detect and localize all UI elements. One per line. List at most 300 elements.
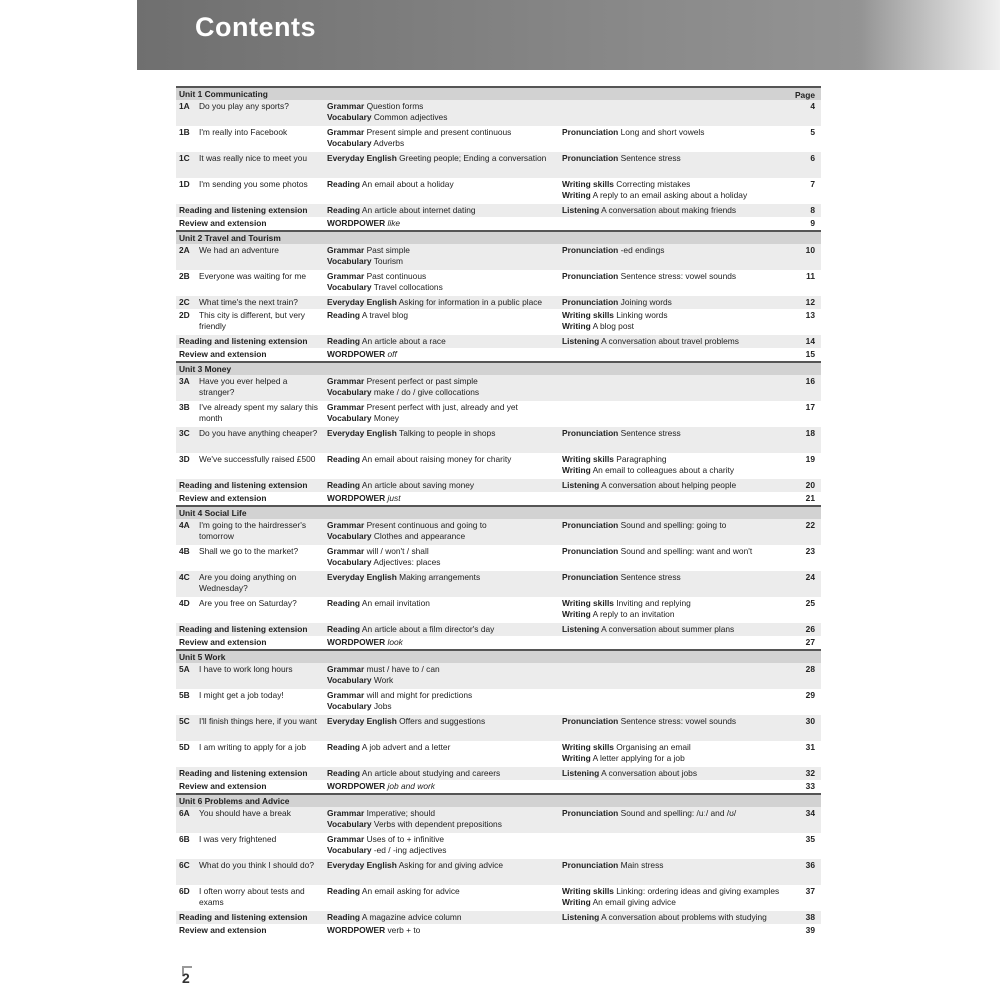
lesson-title: What time's the next train?: [199, 297, 298, 307]
page-number-cell[interactable]: 34: [805, 808, 815, 818]
page-number-cell[interactable]: 4: [810, 101, 815, 111]
topic-text: An article about saving money: [361, 480, 475, 490]
page-number-cell[interactable]: 5: [810, 127, 815, 137]
topic-text: look: [387, 637, 403, 647]
lesson-row[interactable]: [176, 807, 821, 833]
topic-label: Pronunciation: [562, 271, 619, 281]
topic-line: [327, 781, 560, 792]
topic-label: WORDPOWER: [327, 349, 386, 359]
topic-label: Grammar: [327, 376, 365, 386]
lesson-row[interactable]: [176, 401, 821, 427]
language-cell: [327, 912, 560, 923]
page-number-cell[interactable]: 31: [805, 742, 815, 752]
language-cell: [327, 218, 560, 229]
topic-text: Asking for information in a public place: [398, 297, 543, 307]
page-number-cell[interactable]: 16: [805, 376, 815, 386]
skills-cell: [562, 336, 790, 347]
topic-line: [327, 336, 560, 347]
topic-line: [327, 310, 560, 321]
skills-cell: [562, 454, 790, 476]
topic-label: Grammar: [327, 402, 365, 412]
page-number-cell[interactable]: 26: [805, 624, 815, 634]
page-number-cell[interactable]: 39: [805, 925, 815, 935]
lesson-code: 3B: [179, 402, 190, 412]
lesson-cell: [179, 768, 327, 779]
topic-label: Vocabulary: [327, 557, 372, 567]
language-cell: [327, 808, 560, 830]
lesson-row[interactable]: [176, 833, 821, 859]
topic-line: [327, 531, 560, 542]
topic-label: Vocabulary: [327, 413, 372, 423]
lesson-row[interactable]: [176, 453, 821, 479]
topic-text: like: [387, 218, 401, 228]
lesson-code: 2C: [179, 297, 190, 307]
topic-label: Listening: [562, 624, 600, 634]
lesson-cell: [179, 860, 327, 871]
page-number-cell[interactable]: 10: [805, 245, 815, 255]
topic-label: Pronunciation: [562, 572, 619, 582]
lesson-cell: [179, 742, 327, 753]
topic-label: Reading: [327, 454, 361, 464]
extension-row[interactable]: [176, 479, 821, 492]
lesson-cell: [179, 546, 327, 557]
language-cell: [327, 153, 560, 164]
skills-cell: [562, 808, 790, 819]
topic-label: Pronunciation: [562, 546, 619, 556]
topic-text: A conversation about jobs: [601, 768, 698, 778]
topic-label: Reading: [327, 886, 361, 896]
topic-text: Work: [373, 675, 394, 685]
topic-label: Reading: [327, 480, 361, 490]
lesson-row[interactable]: [176, 100, 821, 126]
lesson-cell: [179, 245, 327, 256]
topic-text: Adjectives: places: [373, 557, 441, 567]
topic-label: Pronunciation: [562, 860, 619, 870]
topic-label: Vocabulary: [327, 387, 372, 397]
topic-line: [327, 925, 560, 936]
lesson-row[interactable]: [176, 741, 821, 767]
topic-label: Reading: [327, 912, 361, 922]
topic-label: Vocabulary: [327, 819, 372, 829]
topic-text: Common adjectives: [373, 112, 448, 122]
topic-label: Listening: [562, 768, 600, 778]
topic-text: Inviting and replying: [616, 598, 691, 608]
lesson-row[interactable]: [176, 715, 821, 741]
page-number-cell[interactable]: 6: [810, 153, 815, 163]
lesson-title: I'm sending you some photos: [199, 179, 308, 189]
lesson-row[interactable]: [176, 126, 821, 152]
topic-label: Pronunciation: [562, 245, 619, 255]
lesson-row[interactable]: [176, 152, 821, 178]
topic-line: [327, 349, 560, 360]
topic-text: Adverbs: [373, 138, 405, 148]
page-number-cell[interactable]: 35: [805, 834, 815, 844]
language-cell: [327, 624, 560, 635]
topic-label: Writing: [562, 321, 591, 331]
lesson-cell: [179, 218, 327, 229]
language-cell: [327, 546, 560, 568]
topic-label: Pronunciation: [562, 716, 619, 726]
skills-cell: [562, 179, 790, 201]
page-number-cell[interactable]: 14: [805, 336, 815, 346]
language-cell: [327, 179, 560, 190]
topic-label: Everyday English: [327, 428, 397, 438]
lesson-row[interactable]: [176, 545, 821, 571]
topic-text: Past continuous: [366, 271, 427, 281]
page-number-cell[interactable]: 8: [810, 205, 815, 215]
lesson-row[interactable]: [176, 571, 821, 597]
topic-line: [562, 572, 790, 583]
topic-label: WORDPOWER: [327, 925, 386, 935]
topic-text: A reply to an email asking about a holiday: [592, 190, 748, 200]
lesson-title: I often worry about tests and exams: [199, 886, 305, 907]
extension-label: Review and extension: [179, 218, 267, 228]
page-number-cell[interactable]: 38: [805, 912, 815, 922]
page-number-cell[interactable]: 33: [805, 781, 815, 791]
topic-label: Grammar: [327, 546, 365, 556]
topic-line: [562, 321, 790, 332]
lesson-cell: [179, 834, 327, 845]
topic-line: [327, 138, 560, 149]
language-cell: [327, 336, 560, 347]
topic-text: Present simple and present continuous: [366, 127, 512, 137]
extension-row[interactable]: [176, 780, 821, 793]
topic-text: A magazine advice column: [361, 912, 462, 922]
lesson-row[interactable]: [176, 663, 821, 689]
topic-label: Pronunciation: [562, 520, 619, 530]
topic-line: [327, 520, 560, 531]
topic-line: [327, 205, 560, 216]
lesson-row[interactable]: [176, 859, 821, 885]
topic-label: Grammar: [327, 808, 365, 818]
topic-text: A conversation about summer plans: [601, 624, 735, 634]
topic-line: [327, 637, 560, 648]
page-number-cell[interactable]: 27: [805, 637, 815, 647]
lesson-row[interactable]: [176, 296, 821, 309]
skills-cell: [562, 153, 790, 164]
skills-cell: [562, 205, 790, 216]
page-number-cell[interactable]: 36: [805, 860, 815, 870]
lesson-row[interactable]: [176, 689, 821, 715]
topic-line: [562, 520, 790, 531]
skills-cell: [562, 428, 790, 439]
lesson-cell: [179, 480, 327, 491]
lesson-title: We had an adventure: [199, 245, 279, 255]
lesson-cell: [179, 598, 327, 609]
language-cell: [327, 297, 560, 308]
topic-label: Writing: [562, 190, 591, 200]
page-number-cell[interactable]: 18: [805, 428, 815, 438]
page-number-cell[interactable]: 17: [805, 402, 815, 412]
topic-text: Organising an email: [616, 742, 691, 752]
extension-row[interactable]: [176, 204, 821, 217]
language-cell: [327, 480, 560, 491]
lesson-row[interactable]: [176, 427, 821, 453]
topic-line: [327, 546, 560, 557]
lesson-code: 4B: [179, 546, 190, 556]
language-cell: [327, 768, 560, 779]
lesson-code: 6D: [179, 886, 190, 896]
lesson-cell: [179, 912, 327, 923]
language-cell: [327, 402, 560, 424]
topic-line: [562, 245, 790, 256]
lesson-code: 1A: [179, 101, 190, 111]
topic-line: [562, 912, 790, 923]
lesson-title: What do you think I should do?: [199, 860, 314, 870]
page-number-cell[interactable]: 28: [805, 664, 815, 674]
topic-label: Vocabulary: [327, 112, 372, 122]
language-cell: [327, 245, 560, 267]
topic-label: Writing skills: [562, 179, 614, 189]
topic-text: Present perfect or past simple: [366, 376, 478, 386]
lesson-title: Do you have anything cheaper?: [199, 428, 318, 438]
topic-line: [327, 297, 560, 308]
topic-label: Reading: [327, 768, 361, 778]
lesson-cell: [179, 520, 327, 542]
topic-label: Vocabulary: [327, 845, 372, 855]
topic-label: Grammar: [327, 245, 365, 255]
topic-label: Reading: [327, 336, 361, 346]
language-cell: [327, 428, 560, 439]
extension-row[interactable]: [176, 492, 821, 505]
topic-line: [327, 742, 560, 753]
extension-row[interactable]: [176, 924, 821, 937]
topic-line: [327, 834, 560, 845]
topic-label: WORDPOWER: [327, 493, 386, 503]
topic-text: just: [387, 493, 401, 503]
extension-label: Reading and listening extension: [179, 624, 308, 634]
lesson-row[interactable]: [176, 375, 821, 401]
topic-text: An email asking for advice: [361, 886, 460, 896]
topic-line: [562, 768, 790, 779]
topic-label: Grammar: [327, 834, 365, 844]
lesson-cell: [179, 205, 327, 216]
language-cell: [327, 886, 560, 897]
extension-row[interactable]: [176, 348, 821, 361]
language-cell: [327, 572, 560, 583]
lesson-row[interactable]: [176, 244, 821, 270]
lesson-title: Everyone was waiting for me: [199, 271, 307, 281]
extension-label: Review and extension: [179, 637, 267, 647]
topic-line: [562, 598, 790, 609]
topic-line: [327, 413, 560, 424]
topic-line: [327, 664, 560, 675]
topic-text: Sentence stress: [620, 428, 681, 438]
page-number-cell[interactable]: 11: [806, 271, 815, 281]
topic-label: Pronunciation: [562, 428, 619, 438]
extension-label: Reading and listening extension: [179, 768, 308, 778]
topic-text: A conversation about problems with studying: [601, 912, 767, 922]
topic-line: [562, 465, 790, 476]
topic-line: [327, 690, 560, 701]
topic-line: [327, 808, 560, 819]
topic-label: Writing skills: [562, 598, 614, 608]
lesson-row[interactable]: [176, 178, 821, 204]
page-number-cell[interactable]: 21: [805, 493, 815, 503]
extension-row[interactable]: [176, 623, 821, 636]
topic-label: Listening: [562, 480, 600, 490]
lesson-title: This city is different, but very friendly: [199, 310, 305, 331]
lesson-code: 3C: [179, 428, 190, 438]
topic-text: An article about a race: [361, 336, 446, 346]
lesson-code: 1C: [179, 153, 190, 163]
lesson-row[interactable]: [176, 270, 821, 296]
topic-label: WORDPOWER: [327, 637, 386, 647]
extension-row[interactable]: [176, 636, 821, 649]
topic-line: [327, 402, 560, 413]
language-cell: [327, 493, 560, 504]
page-number-cell[interactable]: 25: [805, 598, 815, 608]
lesson-cell: [179, 101, 327, 112]
topic-label: Reading: [327, 598, 361, 608]
topic-text: A conversation about travel problems: [601, 336, 739, 346]
page-number-cell[interactable]: 20: [805, 480, 815, 490]
topic-label: Pronunciation: [562, 153, 619, 163]
skills-cell: [562, 598, 790, 620]
topic-line: [327, 675, 560, 686]
extension-row[interactable]: [176, 767, 821, 780]
language-cell: [327, 716, 560, 727]
topic-text: Sound and spelling: going to: [620, 520, 727, 530]
topic-text: verb + to: [387, 925, 421, 935]
language-cell: [327, 520, 560, 542]
topic-line: [327, 845, 560, 856]
topic-text: An email invitation: [361, 598, 430, 608]
lesson-cell: [179, 716, 327, 727]
page-number-cell[interactable]: 22: [805, 520, 815, 530]
lesson-title: Have you ever helped a stranger?: [199, 376, 288, 397]
lesson-cell: [179, 808, 327, 819]
extension-label: Review and extension: [179, 781, 267, 791]
language-cell: [327, 834, 560, 856]
topic-text: Offers and suggestions: [399, 716, 486, 726]
lesson-row[interactable]: [176, 597, 821, 623]
unit-heading: [176, 793, 821, 807]
topic-text: Talking to people in shops: [399, 428, 496, 438]
lesson-cell: [179, 310, 327, 332]
unit-title: Unit 6 Problems and Advice: [179, 796, 290, 806]
lesson-title: I am writing to apply for a job: [199, 742, 307, 752]
language-cell: [327, 781, 560, 792]
topic-line: [327, 819, 560, 830]
lesson-code: 5B: [179, 690, 190, 700]
page-number-cell[interactable]: 37: [805, 886, 815, 896]
page-number-cell[interactable]: 12: [805, 297, 815, 307]
page-number-cell[interactable]: 15: [805, 349, 815, 359]
page-number-cell[interactable]: 32: [805, 768, 815, 778]
topic-text: Linking: ordering ideas and giving examples: [616, 886, 780, 896]
page-number: 2: [182, 970, 190, 986]
topic-text: must / have to / can: [366, 664, 440, 674]
topic-line: [562, 336, 790, 347]
topic-line: [562, 310, 790, 321]
page-number-cell[interactable]: 7: [810, 179, 815, 189]
page-number-cell[interactable]: 24: [805, 572, 815, 582]
topic-text: Imperative; should: [366, 808, 436, 818]
lesson-cell: [179, 925, 327, 936]
contents-table: [176, 86, 821, 937]
extension-row[interactable]: [176, 335, 821, 348]
page-number-cell[interactable]: 9: [810, 218, 815, 228]
lesson-cell: [179, 572, 327, 594]
topic-line: [562, 624, 790, 635]
lesson-title: I might get a job today!: [199, 690, 284, 700]
lesson-title: I'm really into Facebook: [199, 127, 288, 137]
topic-line: [327, 768, 560, 779]
topic-text: Jobs: [373, 701, 392, 711]
topic-line: [327, 624, 560, 635]
topic-label: Grammar: [327, 520, 365, 530]
topic-text: Sound and spelling: want and won't: [620, 546, 753, 556]
topic-text: Greeting people; Ending a conversation: [399, 153, 547, 163]
topic-line: [327, 716, 560, 727]
topic-label: Writing skills: [562, 886, 614, 896]
topic-label: Vocabulary: [327, 531, 372, 541]
lesson-row[interactable]: [176, 309, 821, 335]
topic-line: [327, 598, 560, 609]
lesson-cell: [179, 336, 327, 347]
page-number-cell[interactable]: 29: [805, 690, 815, 700]
topic-text: Question forms: [366, 101, 424, 111]
topic-text: Past simple: [366, 245, 410, 255]
topic-label: Reading: [327, 205, 361, 215]
lesson-title: I have to work long hours: [199, 664, 293, 674]
topic-line: [327, 886, 560, 897]
lesson-code: 5A: [179, 664, 190, 674]
topic-label: Vocabulary: [327, 138, 372, 148]
lesson-row[interactable]: [176, 519, 821, 545]
topic-label: WORDPOWER: [327, 218, 386, 228]
page-number-cell[interactable]: 19: [805, 454, 815, 464]
topic-text: Long and short vowels: [620, 127, 705, 137]
lesson-code: 3A: [179, 376, 190, 386]
topic-text: -ed endings: [620, 245, 665, 255]
page-column-header: Page: [794, 90, 815, 100]
page-number-cell[interactable]: 30: [805, 716, 815, 726]
skills-cell: [562, 768, 790, 779]
topic-line: [327, 282, 560, 293]
language-cell: [327, 101, 560, 123]
topic-text: A conversation about making friends: [601, 205, 737, 215]
lesson-row[interactable]: [176, 885, 821, 911]
skills-cell: [562, 127, 790, 138]
topic-text: Present continuous and going to: [366, 520, 487, 530]
topic-line: [562, 546, 790, 557]
topic-label: Grammar: [327, 690, 365, 700]
lesson-title: Shall we go to the market?: [199, 546, 299, 556]
lesson-code: 4C: [179, 572, 190, 582]
skills-cell: [562, 624, 790, 635]
extension-row[interactable]: [176, 911, 821, 924]
lesson-title: Do you play any sports?: [199, 101, 289, 111]
topic-text: Correcting mistakes: [616, 179, 691, 189]
lesson-cell: [179, 153, 327, 164]
lesson-code: 2B: [179, 271, 190, 281]
page-number-cell[interactable]: 13: [805, 310, 815, 320]
topic-label: Writing skills: [562, 310, 614, 320]
topic-line: [327, 572, 560, 583]
topic-text: Travel collocations: [373, 282, 443, 292]
extension-row[interactable]: [176, 217, 821, 230]
topic-text: A reply to an invitation: [592, 609, 675, 619]
lesson-cell: [179, 664, 327, 675]
page-number-cell[interactable]: 23: [805, 546, 815, 556]
topic-line: [327, 454, 560, 465]
topic-label: Everyday English: [327, 153, 397, 163]
topic-line: [562, 753, 790, 764]
topic-label: WORDPOWER: [327, 781, 386, 791]
topic-text: An article about studying and careers: [361, 768, 501, 778]
